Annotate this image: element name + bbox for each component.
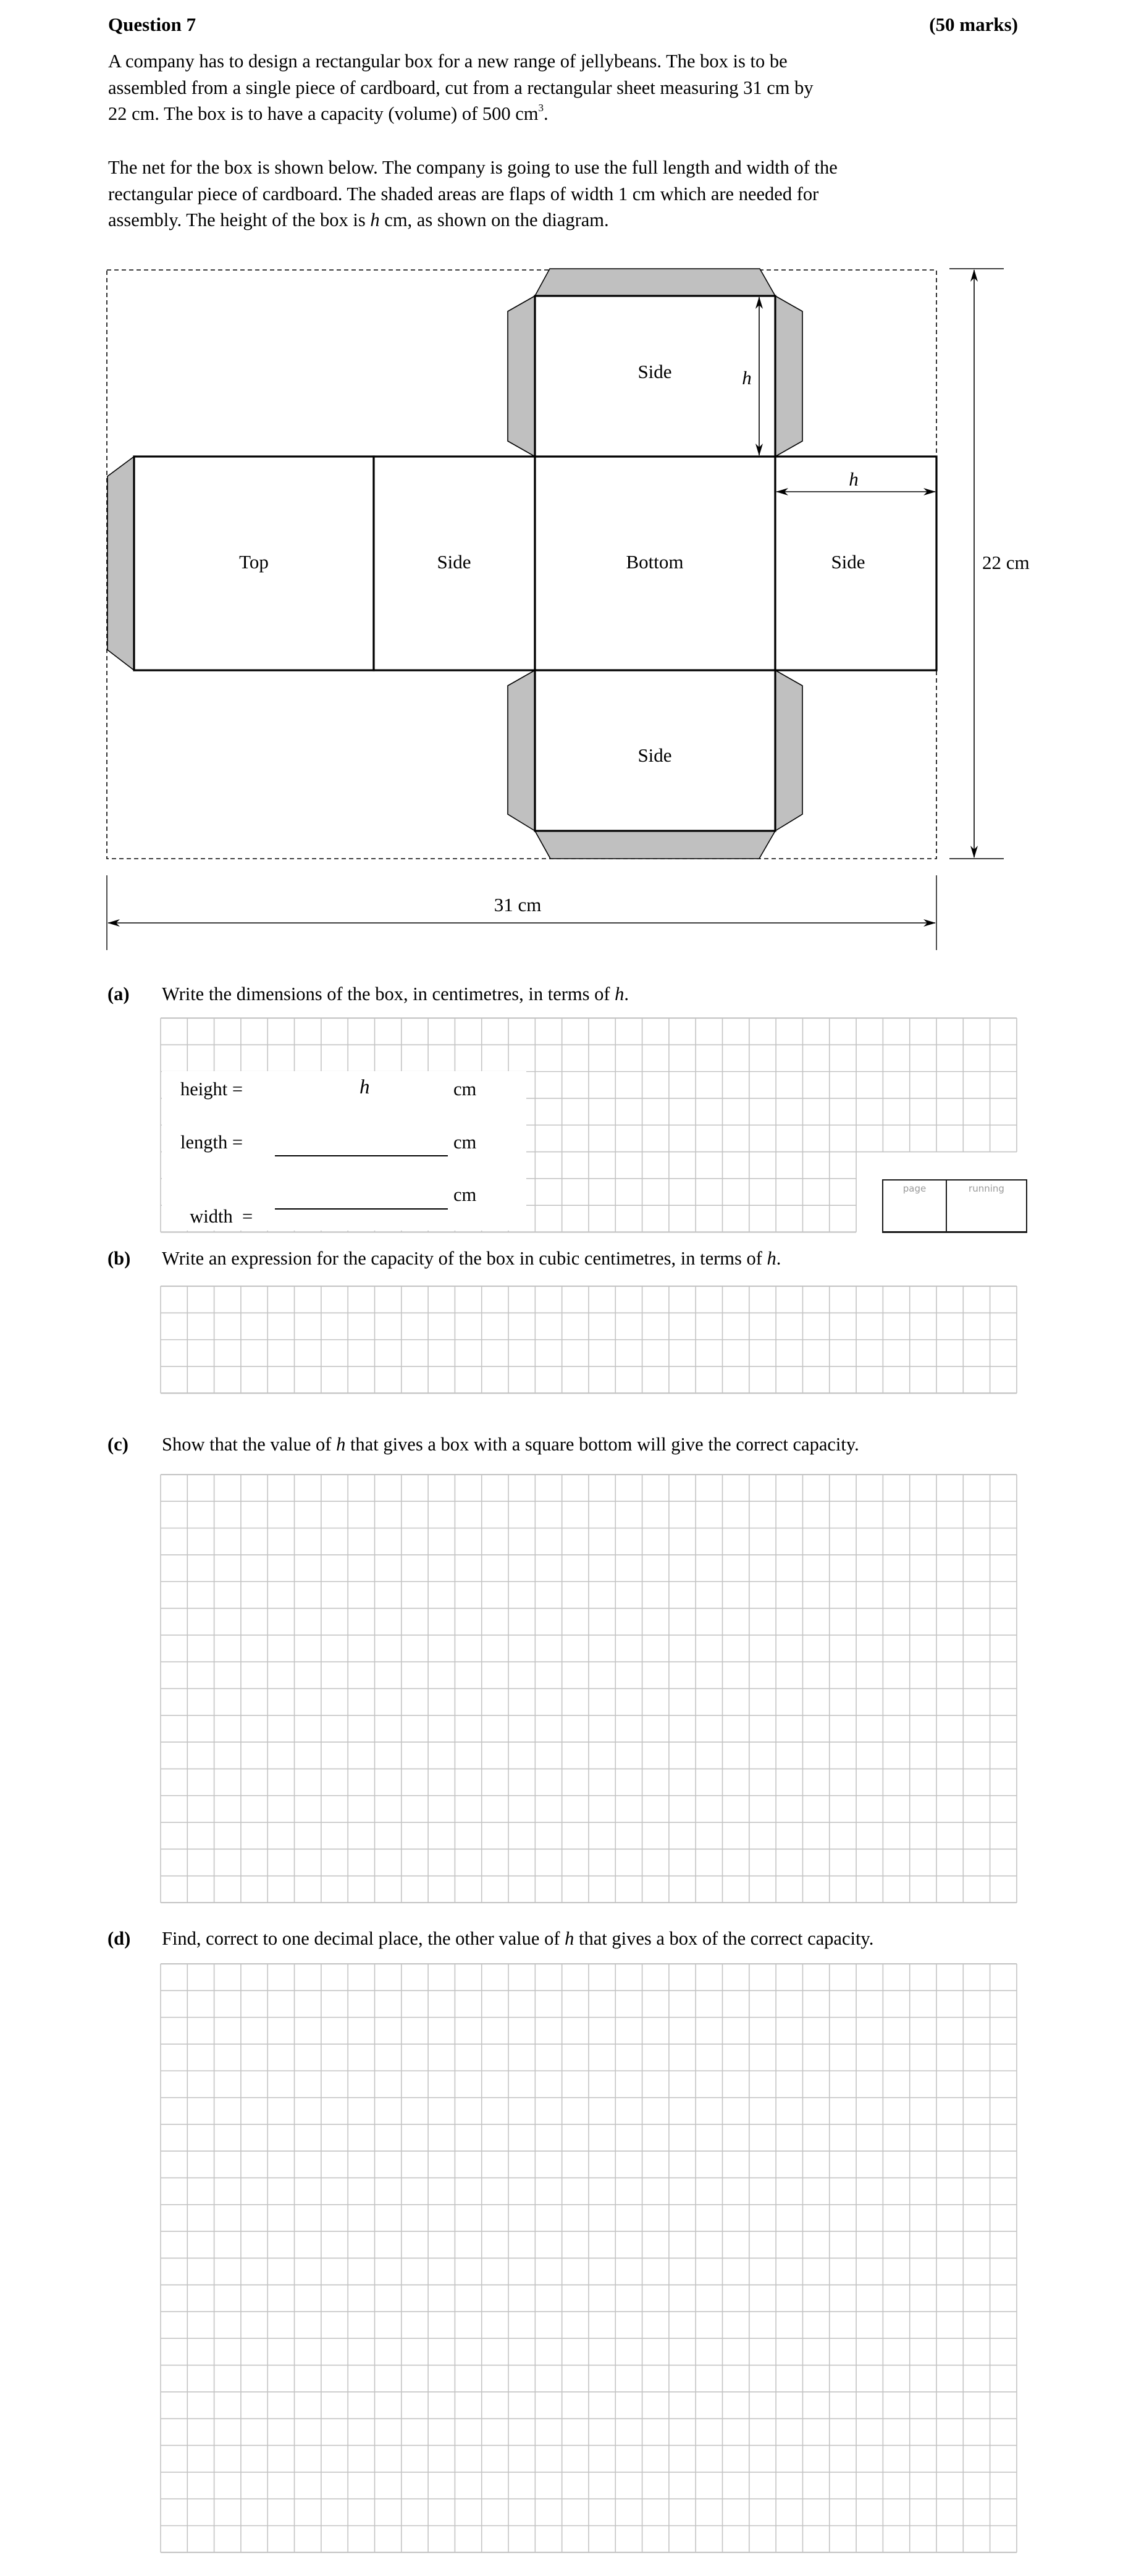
variable-h: h <box>370 209 380 230</box>
running-cell[interactable] <box>947 1181 1026 1231</box>
intro-line: rectangular piece of cardboard. The shaded areas are flaps of width 1 cm which are needed for <box>108 183 819 204</box>
part-d-text: that gives a box of the correct capacity. <box>574 1928 874 1949</box>
variable-h: h <box>615 983 625 1004</box>
running-label: running <box>969 1183 1004 1194</box>
variable-h: h <box>336 1434 346 1455</box>
part-a-question <box>162 983 629 1005</box>
width-label: width = <box>190 1206 253 1227</box>
sheet-width-label: 31 cm <box>494 894 542 915</box>
answer-grid-c[interactable] <box>160 1474 1017 1904</box>
flap-upper-side-left <box>508 296 535 457</box>
flap-lower-side-left <box>508 670 535 831</box>
sheet-height-label: 22 cm <box>982 552 1030 573</box>
length-unit: cm <box>453 1132 477 1153</box>
panel-label-bottom: Bottom <box>626 551 684 573</box>
part-b-text: Write an expression for the capacity of the box in cubic centimetres, in terms of <box>162 1248 767 1269</box>
part-d-label: (d) <box>107 1928 131 1949</box>
flap-lower-side-right <box>775 670 802 831</box>
answer-grid-d[interactable] <box>160 1963 1017 2555</box>
part-d-text: Find, correct to one decimal place, the other value of <box>162 1928 565 1949</box>
part-d-question <box>162 1928 873 1950</box>
part-c-text: Show that the value of <box>162 1434 337 1455</box>
flap-upper-side-top <box>535 269 775 296</box>
part-b-label: (b) <box>107 1248 131 1269</box>
flap-upper-side-right <box>775 296 802 457</box>
intro-line: A company has to design a rectangular box for a new range of jellybeans. The box is to be <box>108 51 788 72</box>
intro-line-text: 22 cm. The box is to have a capacity (volume) of 500 cm <box>108 103 539 124</box>
period: . <box>624 983 629 1004</box>
intro-line-text: cm, as shown on the diagram. <box>379 209 609 230</box>
question-marks: (50 marks) <box>929 14 1018 35</box>
page-cell[interactable] <box>883 1181 947 1231</box>
intro-line: The net for the box is shown below. The company is going to use the full length and width of the <box>108 157 838 178</box>
box-net-diagram <box>0 0 1123 964</box>
panel-label-side-right: Side <box>831 551 865 573</box>
length-label: length = <box>180 1132 243 1153</box>
height-dimension-label: h <box>742 367 752 389</box>
part-b-question <box>162 1248 781 1269</box>
part-c-label: (c) <box>107 1434 128 1455</box>
panel-label-side-upper: Side <box>637 361 672 382</box>
part-a-text: Write the dimensions of the box, in centimetres, in terms of <box>162 983 615 1004</box>
variable-h: h <box>767 1248 776 1269</box>
panel-label-side-left: Side <box>437 551 471 573</box>
width-dimension-label: h <box>849 468 859 490</box>
length-row <box>180 1132 243 1153</box>
width-row <box>180 1184 253 1227</box>
height-unit: cm <box>453 1079 477 1100</box>
period: . <box>776 1248 781 1269</box>
part-c-text: that gives a box with a square bottom will give the correct capacity. <box>345 1434 859 1455</box>
part-c-question <box>162 1434 859 1455</box>
intro-line-text: assembly. The height of the box is <box>108 209 371 230</box>
cubed-superscript: 3 <box>538 102 544 114</box>
flap-lower-side-bottom <box>535 831 775 859</box>
intro-line: assembled from a single piece of cardboard, cut from a rectangular sheet measuring 31 cm by <box>108 77 814 98</box>
width-answer-field[interactable] <box>275 1192 448 1210</box>
flap-top-left <box>107 457 134 670</box>
question-title: Question 7 <box>108 14 196 35</box>
panel-label-top: Top <box>239 551 269 573</box>
panel-label-side-lower: Side <box>637 744 672 766</box>
answer-grid-b[interactable] <box>160 1286 1017 1394</box>
height-label: height = <box>180 1079 243 1100</box>
page-running-box <box>882 1179 1027 1233</box>
height-value: h <box>360 1076 370 1098</box>
part-a-label: (a) <box>107 983 130 1004</box>
length-answer-field[interactable] <box>275 1139 448 1156</box>
variable-h: h <box>565 1928 574 1949</box>
page-label: page <box>902 1183 927 1194</box>
period: . <box>544 103 549 124</box>
height-row <box>180 1079 243 1100</box>
width-unit: cm <box>453 1184 477 1205</box>
